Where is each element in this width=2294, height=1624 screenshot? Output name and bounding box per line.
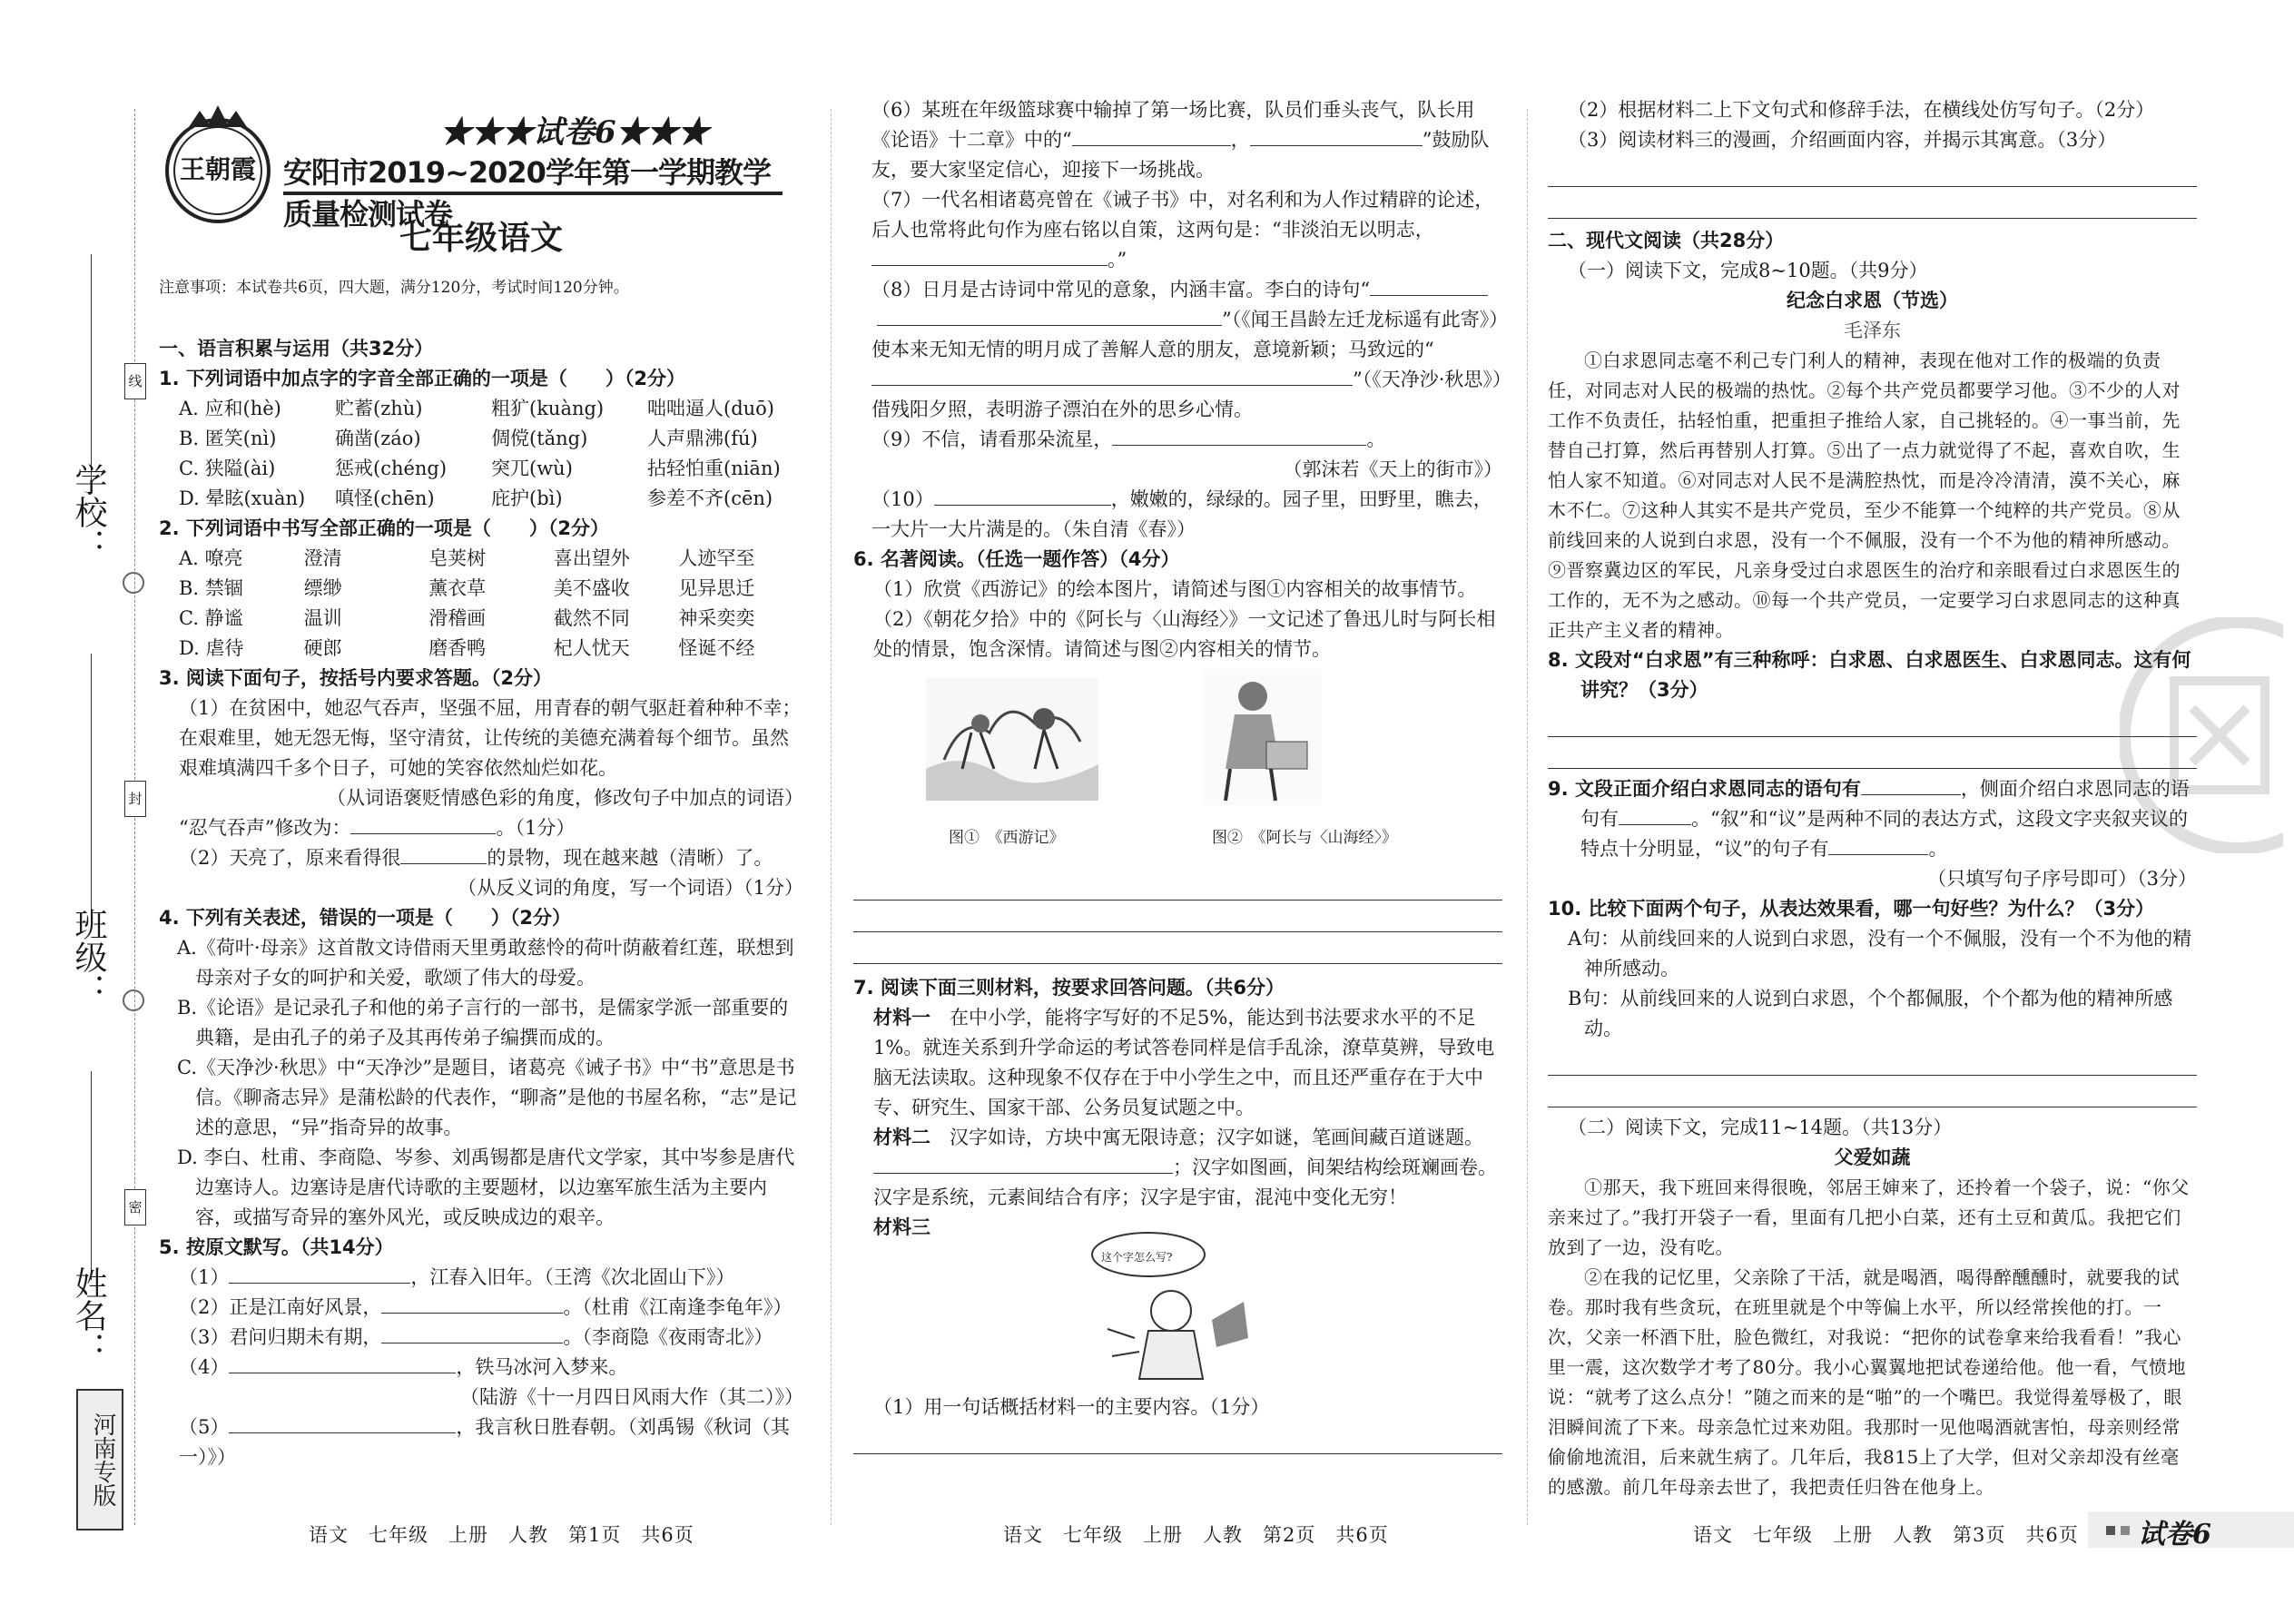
article1-author: 毛泽东 [1844, 320, 1901, 341]
q7-sub-3: （3）阅读材料三的漫画，介绍画面内容，并揭示其寓意。（3分） [1568, 129, 2117, 151]
exam-title-bar [283, 150, 783, 231]
q1-option[interactable]: D. 晕眩(xuàn) [179, 487, 306, 509]
q2-option-word: 杞人忧天 [553, 637, 630, 659]
cartoon-bubble-text: 这个字怎么写? [1101, 1251, 1173, 1264]
answer-line[interactable] [853, 901, 1502, 932]
q3-p2-text: 的景物，现在越来越（清晰）了。 [487, 847, 773, 869]
answer-blank[interactable] [1370, 277, 1488, 296]
q2-option-word: 喜出望外 [553, 547, 630, 569]
answer-blank[interactable] [381, 1324, 563, 1343]
q1-option-word: 拈轻怕重(niān) [647, 458, 781, 479]
q1-option-word: 惩戒(chéng) [335, 458, 448, 479]
q5-line-1 [159, 1263, 803, 1293]
material-text: 汉字如诗，方块中寓无限诗意；汉字如谜，笔画间藏百道谜题。 [950, 1127, 1483, 1148]
q8-stem: 8. 文段对“白求恩”有三种称呼：白求恩、白求恩医生、白求恩同志。这有何讲究？（3分） [1548, 649, 2191, 701]
q5-10 [853, 485, 1502, 545]
answer-blank[interactable] [871, 247, 1108, 266]
bind-mark-seal: 封 [124, 781, 146, 817]
q2-option-word: 神采奕奕 [678, 607, 755, 629]
q5-9 [853, 425, 1502, 455]
article1-title: 纪念白求恩（节选） [1787, 290, 1958, 311]
q2-option-word: 怪诞不经 [678, 637, 755, 659]
q1-option-word: 粗犷(kuàng) [491, 398, 605, 419]
q5-7-text: 。” [1108, 249, 1127, 271]
q10-sentence-b: B句：从前线回来的人说到白求恩，个个都佩服，个个都为他的精神所感动。 [1568, 988, 2173, 1039]
material-label: 材料三 [873, 1216, 930, 1238]
q9-text: 。 [1928, 838, 1948, 860]
binding-hole [123, 989, 144, 1011]
q5-7 [853, 185, 1502, 275]
part2-intro: （二）阅读下文，完成11~14题。（共13分） [1568, 1117, 1953, 1138]
q5-num: （1） [179, 1266, 230, 1288]
material-text: 在中小学，能将字写好的不足5%，能达到书法要求水平的不足1%。就连关系到升学命运的考试答卷同样是信手乱涂，潦草莫辨，导致电脑无法读取。这种现象不仅存在于中小学生之中，而且还严重存在于大中专、研究生、国家干部、公务员复试题之中。 [873, 1007, 1495, 1118]
q2-option-word: 缥缈 [303, 577, 342, 599]
page3-footer: 语文 七年级 上册 人教 第3页 共6页 [1693, 1524, 2079, 1546]
q9-text: 9. 文段正面介绍白求恩同志的语句有 [1548, 778, 1861, 800]
exam-title: 安阳市2019~2020学年第一学期教学质量检测试卷 [283, 155, 771, 231]
q4-option-d[interactable]: D. 李白、杜甫、李商隐、岑参、刘禹锡都是唐代文学家，其中岑参是唐代边塞诗人。边塞诗是唐代诗歌的主要题材，以边塞军旅生活为主要内容，或描写奇异的塞外风光，或反映成边的艰辛。 [177, 1147, 795, 1228]
q5-line-4 [159, 1353, 803, 1383]
answer-line[interactable] [1548, 155, 2197, 187]
q2-option-word: 见异思迁 [678, 577, 755, 599]
question-3 [159, 664, 803, 903]
answer-blank[interactable] [934, 487, 1111, 506]
question-1 [159, 364, 803, 514]
q5-text: 。（李商隐《夜雨寄北》） [563, 1326, 773, 1348]
answer-line[interactable] [853, 869, 1502, 901]
q5-6-text: （6）某班在年级篮球赛中输掉了第一场比赛，队员们垂头丧气，队长用《论语》十二章》中的“ [871, 99, 1475, 151]
q5-line-5 [159, 1412, 803, 1472]
answer-blank[interactable] [1828, 836, 1928, 855]
q2-option-word: 滑稽画 [428, 607, 487, 629]
q1-option[interactable]: B. 匿笑(nì) [179, 428, 277, 449]
q5-9-text: 。 [1366, 428, 1386, 450]
q5-8-text: ”（《闻王昌龄左迁龙标遥有此寄》）使本来无知无情的明月成了善解人意的朋友，意境新颖；马致远的“ [871, 309, 1499, 360]
fig2-caption: 图② 《阿长与〈山海经〉》 [1212, 829, 1397, 847]
q7-stem: 7. 阅读下面三则材料，按要求回答问题。（共6分） [853, 977, 1285, 999]
q2-option-word: 薰衣草 [428, 577, 487, 599]
q6-option-1[interactable]: （1）欣赏《西游记》的绘本图片，请简述与图①内容相关的故事情节。 [873, 578, 1477, 600]
q3-score: 。（1分） [496, 817, 576, 839]
answer-blank[interactable] [877, 307, 1222, 326]
material-text: ；汉字如图画，间架结构绘斑斓画卷。汉字是系统，元素间结合有序；汉字是宇宙，混沌中变化无穷！ [873, 1156, 1497, 1208]
answer-line[interactable] [853, 932, 1502, 964]
q3-p2-text: （2）天亮了，原来看得很 [179, 847, 401, 869]
answer-blank[interactable] [1250, 127, 1423, 146]
question-2 [159, 514, 803, 664]
q5-stem: 5. 按原文默写。（共14分） [159, 1236, 394, 1258]
material-label: 材料二 [873, 1127, 930, 1148]
answer-blank[interactable] [381, 1294, 563, 1314]
part1-intro: （一）阅读下文，完成8~10题。（共9分） [1568, 260, 1928, 281]
page3-column [1548, 95, 2197, 1502]
q1-option-word: 突兀(wù) [491, 458, 573, 479]
brand-logo [154, 100, 281, 227]
answer-blank[interactable] [871, 367, 1353, 386]
q3-passage: （1）在贫困中，她忍气吞声，坚强不屈，用青春的朝气驱赶着种种不幸；在艰难里，她无怨无悔，坚守清贫，让传统的美德充满着每个细节。虽然艰难填满四千多个日子，可她的笑容依然灿烂如花。 [179, 697, 802, 779]
page2-footer: 语文 七年级 上册 人教 第2页 共6页 [1003, 1524, 1389, 1546]
q5-text: （2）正是江南好风景， [179, 1296, 382, 1318]
subject-title: 七年级语文 [399, 220, 563, 257]
answer-blank[interactable] [1619, 806, 1691, 825]
q9-note: （只填写句子序号即可）（3分） [1927, 868, 2197, 890]
section2-heading: 二、现代文阅读（共28分） [1548, 230, 1785, 251]
q1-option-word: 咄咄逼人(duō) [647, 398, 774, 419]
class-label: 班级： [70, 908, 107, 1006]
q1-option[interactable]: C. 狭隘(ài) [179, 458, 276, 479]
cartoon [853, 1243, 1502, 1393]
page-divider [1527, 109, 1528, 1525]
page2-column [853, 95, 1502, 1454]
q10-stem: 10. 比较下面两个句子，从表达效果看，哪一句好些？为什么？（3分） [1548, 898, 2155, 920]
q5-8-text: ”（《天净沙·秋思》）借残阳夕照，表明游子漂泊在外的思乡心情。 [871, 369, 1502, 420]
q5-text: ，铁马冰河入梦来。 [456, 1356, 628, 1378]
school-label: 学校： [70, 463, 107, 561]
q2-options [159, 544, 803, 664]
q10-sentence-a: A句：从前线回来的人说到白求恩，没有一个不佩服，没有一个不为他的精神所感动。 [1568, 928, 2192, 979]
q9-text: ，侧面介绍白求恩同志的语句有 [1580, 778, 2190, 830]
q1-option[interactable]: A. 应和(hè) [179, 398, 281, 419]
answer-line[interactable] [853, 1422, 1502, 1454]
notice: 注意事项：本试卷共6页，四大题，满分120分，考试时间120分钟。 [159, 279, 629, 297]
q1-option-word: 庇护(bì) [491, 487, 563, 509]
star-icon: ★★★ [440, 114, 533, 151]
q5-7-text: （7）一代名相诸葛亮曾在《诫子书》中，对名利和为人作过精辟的论述，后人也常将此句作为座右铭以自策，这两句是：“非淡泊无以明志， [871, 189, 1494, 241]
q9-text: 。“叙”和“议”是两种不同的表达方式，这段文字夹叙夹议的特点十分明显，“议”的句子有 [1580, 808, 2188, 860]
fig1-caption: 图① 《西游记》 [949, 829, 1065, 847]
binding-line [91, 1071, 92, 1280]
q1-option-word: 人声鼎沸(fú) [647, 428, 758, 449]
answer-line[interactable] [1548, 187, 2197, 219]
q5-num: （4） [179, 1356, 230, 1378]
q5-text: ，我言秋日胜春朝。（刘禹锡《秋词（其一）》） [179, 1416, 790, 1468]
ah-chang-illustration-icon [1203, 669, 1321, 805]
answer-blank[interactable] [350, 815, 496, 834]
q2-option-word: 硬郎 [303, 637, 342, 659]
q5-text: （3）君问归期未有期， [179, 1326, 382, 1348]
q1-options [159, 394, 803, 514]
article2-title: 父爱如蔬 [1834, 1147, 1911, 1168]
q6-figures [853, 664, 1502, 869]
answer-blank[interactable] [1072, 127, 1231, 146]
article2-paragraph-1: ①那天，我下班回来得很晚，邻居王婶来了，还拎着一个袋子，说：“你父亲来过了。”我打开袋子一看，里面有几把小白菜，还有土豆和黄瓜。我把它们放到了一边，没有吃。 [1548, 1176, 2190, 1258]
binding-line [91, 254, 92, 481]
answer-blank[interactable] [229, 1414, 456, 1433]
material-label: 材料一 [873, 1007, 930, 1029]
q2-option-word: 截然不同 [553, 607, 630, 629]
badge-bar [2088, 1511, 2294, 1548]
q7-sub-2: （2）根据材料二上下文句式和修辞手法，在横线处仿写句子。（2分） [1568, 99, 2155, 121]
question-7 [853, 973, 1502, 1454]
q2-option-word: 磨香鸭 [428, 637, 487, 659]
answer-blank[interactable] [229, 1265, 410, 1284]
bind-mark-secret: 密 [124, 1189, 146, 1225]
q5-text: ，江春入旧年。（王湾《次北固山下》） [410, 1266, 735, 1288]
answer-blank[interactable] [400, 845, 487, 864]
q2-option-word: 澄清 [303, 547, 342, 569]
q3-answer-2 [159, 843, 803, 873]
q2-option-word: 人迹罕至 [678, 547, 755, 569]
q1-option-word: 嗔怪(chēn) [335, 487, 435, 509]
q4-option-b[interactable]: B.《论语》是记录孔子和他的弟子言行的一部书，是儒家学派一部重要的典籍，是由孔子的弟子及其再传弟子编撰而成的。 [177, 997, 789, 1048]
q6-stem: 6. 名著阅读。（任选一题作答）（4分） [853, 548, 1180, 570]
page1-column [159, 334, 803, 1472]
answer-blank[interactable] [1861, 776, 1961, 795]
bind-mark-line: 线 [124, 363, 146, 399]
answer-line[interactable] [1548, 737, 2197, 769]
page1-footer: 语文 七年级 上册 人教 第1页 共6页 [309, 1524, 694, 1546]
answer-line[interactable] [1548, 705, 2197, 737]
q6-option-2[interactable]: （2）《朝花夕拾》中的《阿长与〈山海经〉》一文记述了鲁迅儿时与阿长相处的情景，饱含深情。请简述与图②内容相关的情节。 [873, 608, 1496, 660]
question-4 [159, 903, 803, 1233]
binding-line [91, 654, 92, 926]
q5-line-3 [159, 1323, 803, 1353]
q1-option-word: 确凿(záo) [335, 428, 421, 449]
q2-option[interactable]: B. 禁锢 [179, 577, 243, 599]
question-6 [853, 545, 1502, 964]
q3-answer-1 [159, 813, 803, 843]
question-5 [159, 1233, 803, 1472]
q9 [1548, 774, 2197, 864]
q5-9-text: （9）不信，请看那朵流星， [871, 428, 1113, 450]
q5-text: 。（杜甫《江南逢李龟年》） [563, 1296, 793, 1318]
q5-source-4: （陆游《十一月四日风雨大作（其二）》） [460, 1386, 803, 1408]
article2-paragraph-2: ②在我的记忆里，父亲除了干活，就是喝酒，喝得醉醺醺时，就要我的试卷。那时我有些贪玩，在班里就是个中等偏上水平，所以经常挨他的打。一次，父亲一杯酒下肚，脸色微红，对我说：“把你的试卷拿来给我看看！”我心里一震，这次数学才考了80分。我小心翼翼地把试卷递给他。他一看，气愤地说：“就考了这么点分！”随之而来的是“啪”的一个嘴巴。我觉得羞辱极了，眼泪瞬间流了下来。母亲急忙过来劝阻。我那时一见他喝酒就害怕，母亲则经常偷偷地流泪，后来就生病了。几年后，我815上了大学，但对父亲却没有丝毫的感激。前几年母亲去世了，我把责任归咎在他身上。 [1548, 1266, 2186, 1498]
section1-heading: 一、语言积累与运用（共32分） [159, 338, 434, 359]
star-icon: ★★★ [615, 114, 709, 151]
q3-requirement: （从词语褒贬情感色彩的角度，修改句子中加点的词语） [327, 787, 803, 809]
square-icon [2106, 1526, 2115, 1535]
q2-option-word: 皂荚树 [428, 547, 487, 569]
q2-option[interactable]: D. 虐待 [179, 637, 244, 659]
q4-option-a[interactable]: A.《荷叶·母亲》这首散文诗借雨天里勇敢慈怜的荷叶荫蔽着红莲，联想到母亲对子女的呵护和关爱，歌颂了伟大的母爱。 [177, 937, 794, 989]
square-icon [2121, 1526, 2130, 1535]
brand-name: 王朝霞 [179, 154, 256, 184]
journey-west-illustration-icon [926, 678, 1098, 801]
q1-option-word: 倜傥(tǎng) [491, 428, 588, 449]
q4-option-c[interactable]: C.《天净沙·秋思》中“天净沙”是题目，诸葛亮《诫子书》中“书”意思是书信。《聊斋志异》是蒲松龄的代表作，“聊斋”是他的书屋名称，“志”是记述的意思，“异”指奇异的故事。 [177, 1057, 797, 1138]
q5-9-source: （郭沫若《天上的街市》） [1283, 458, 1502, 480]
page-divider [831, 109, 832, 1525]
q1-stem: 1. 下列词语中加点字的字音全部正确的一项是（ ）（2分） [159, 368, 686, 389]
cut-line [134, 109, 135, 1525]
answer-blank[interactable] [873, 1155, 1173, 1174]
answer-blank[interactable] [1112, 427, 1366, 446]
edition-badge: 河南专版 [76, 1389, 123, 1530]
q2-option-word: 美不盛收 [553, 577, 630, 599]
q2-option-word: 温训 [303, 607, 342, 629]
q7-material-1 [853, 1003, 1502, 1123]
answer-blank[interactable] [229, 1354, 456, 1373]
q3-stem: 3. 阅读下面句子，按括号内要求答题。（2分） [159, 667, 553, 689]
answer-line[interactable] [1548, 1076, 2197, 1107]
q7-material-2 [853, 1123, 1502, 1213]
q5-10-text: ，嫩嫩的，绿绿的。园子里，田野里，瞧去，一大片一大片满是的。（朱自清《春》） [871, 488, 1492, 540]
q4-stem: 4. 下列有关表述，错误的一项是（ ）（2分） [159, 907, 572, 929]
q5-8-text: （8）日月是古诗词中常见的意象，内涵丰富。李白的诗句“ [871, 279, 1371, 300]
q7-sub-1: （1）用一句话概括材料一的主要内容。（1分） [873, 1396, 1270, 1418]
q3-requirement-2: （从反义词的角度，写一个词语）（1分） [458, 877, 803, 899]
binding-hole [123, 572, 144, 594]
q1-option-word: 参差不齐(cēn) [647, 487, 773, 509]
q2-option[interactable]: A. 嘹亮 [179, 547, 243, 569]
q5-10-num: （10） [871, 488, 934, 510]
page3-badge: 试卷6 [2138, 1519, 2211, 1550]
name-label: 姓名： [70, 1266, 107, 1364]
article1-body: ①白求恩同志毫不利己专门利人的精神，表现在他对工作的极端的负责任，对同志对人民的极端的热忱。②每个共产党员都要学习他。③不少的人对工作不负责任，拈轻怕重，把重担子推给人家，自己挑轻的。④一事当前，先替自己打算，然后再替别人打算。⑤出了一点力就觉得了不起，喜欢自吹，生怕人家不知道。⑥对同志对人民不是满腔热忱，而是冷冷清清，漠不关心，麻木不仁。⑦这种人其实不是共产党员，至少不能算一个纯粹的共产党员。⑧从前线回来的人说到白求恩，没有一个不佩服，没有一个不为他的精神所感动。⑨晋察冀边区的军民，凡亲身受过白求恩医生的治疗和亲眼看过白求恩医生的工作的，无不为之感动。⑩每一个共产党员，一定要学习白求恩同志的这种真正共产主义者的精神。 [1548, 349, 2181, 641]
answer-line[interactable] [1548, 1044, 2197, 1076]
q5-num: （5） [179, 1416, 230, 1438]
exam-badge [440, 107, 709, 152]
q3-answer-label: “忍气吞声”修改为： [179, 817, 351, 839]
watermark-seal-icon [2120, 617, 2283, 853]
q5-6-sep: ， [1230, 129, 1250, 151]
q5-line-2 [159, 1293, 803, 1323]
badge-text: 试卷6 [533, 114, 616, 151]
q2-stem: 2. 下列词语中书写全部正确的一项是（ ）（2分） [159, 517, 610, 539]
q5-6-text: ”鼓励队友，要大家坚定信心，迎接下一场挑战。 [871, 129, 1490, 181]
q2-option[interactable]: C. 静谧 [179, 607, 243, 629]
q5-6 [853, 95, 1502, 185]
q5-8 [853, 275, 1502, 425]
q1-option-word: 贮蓄(zhù) [335, 398, 423, 419]
